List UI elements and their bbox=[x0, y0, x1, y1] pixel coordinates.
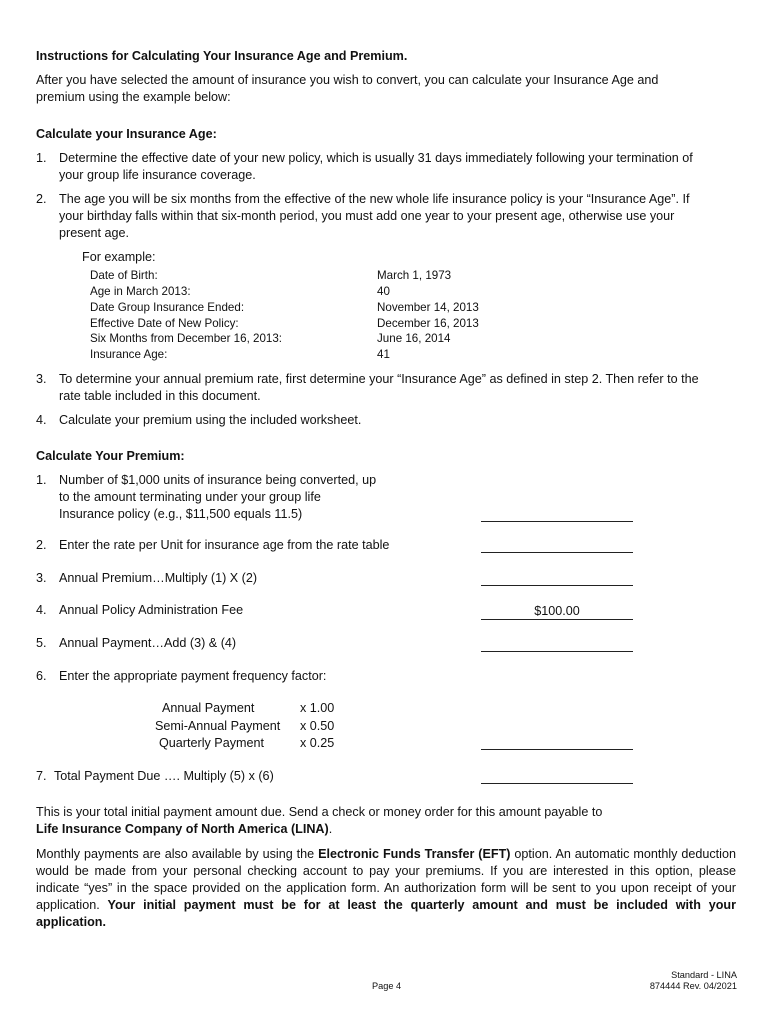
example-label-effective: Effective Date of New Policy: bbox=[90, 317, 239, 330]
age-heading: Calculate your Insurance Age: bbox=[36, 127, 217, 141]
age-step1-line-2: your group life insurance coverage. bbox=[59, 168, 256, 182]
premium-item1-line-3: Insurance policy (e.g., $11,500 equals 11.5) bbox=[59, 507, 303, 521]
age-step4-line-1: Calculate your premium using the included worksheet. bbox=[59, 413, 362, 427]
premium-item3-blank[interactable] bbox=[481, 585, 633, 586]
company-suffix: . bbox=[328, 822, 333, 836]
example-value-group-ended: November 14, 2013 bbox=[377, 301, 479, 314]
premium-item5-blank[interactable] bbox=[481, 651, 633, 652]
age-step1-num: 1. bbox=[36, 151, 47, 165]
instructions-title: Instructions for Calculating Your Insurance Age and Premium. bbox=[36, 49, 408, 63]
premium-item6-num: 6. bbox=[36, 669, 47, 683]
premium-item7-num: 7. bbox=[36, 769, 47, 783]
premium-item1-blank[interactable] bbox=[481, 521, 633, 522]
example-label-group-ended: Date Group Insurance Ended: bbox=[90, 301, 245, 314]
intro-line-2: premium using the example below: bbox=[36, 90, 231, 104]
premium-item2-text: Enter the rate per Unit for insurance age from the rate table bbox=[59, 538, 390, 552]
premium-item1-line-2: to the amount terminating under your group life bbox=[59, 490, 321, 504]
age-step2-line-2: your birthday falls within that six-month period, you must add one year to your present age, otherwise use your bbox=[59, 209, 675, 223]
age-step3-line-2: rate table included in this document. bbox=[59, 389, 261, 403]
premium-item5-num: 5. bbox=[36, 636, 47, 650]
example-value-six-months: June 16, 2014 bbox=[377, 332, 451, 345]
premium-heading: Calculate Your Premium: bbox=[36, 449, 185, 463]
footer-form-number: 874444 Rev. 04/2021 bbox=[649, 981, 737, 991]
example-value-insurance-age: 41 bbox=[377, 348, 390, 361]
age-step2-line-3: present age. bbox=[59, 226, 130, 240]
premium-item2-blank[interactable] bbox=[481, 552, 633, 553]
factor-label-quarterly: Quarterly Payment bbox=[159, 736, 264, 750]
eft-paragraph bbox=[36, 846, 736, 931]
example-label-insurance-age: Insurance Age: bbox=[90, 348, 168, 361]
footer-brand: Standard - LINA bbox=[671, 970, 737, 980]
age-step3-num: 3. bbox=[36, 372, 47, 386]
eft-text-a: Monthly payments are also available by using the bbox=[36, 847, 319, 861]
premium-item6-text: Enter the appropriate payment frequency factor: bbox=[59, 669, 327, 683]
example-value-age: 40 bbox=[377, 285, 390, 298]
factor-value-quarterly: x 0.25 bbox=[300, 736, 335, 750]
age-step1-line-1: Determine the effective date of your new policy, which is usually 31 days immediately following your termination of bbox=[59, 151, 693, 165]
premium-item4-num: 4. bbox=[36, 603, 47, 617]
premium-item1-line-1: Number of $1,000 units of insurance being converted, up bbox=[59, 473, 377, 487]
factor-label-semi-annual: Semi-Annual Payment bbox=[155, 719, 281, 733]
factor-value-semi-annual: x 0.50 bbox=[300, 719, 335, 733]
example-label-age: Age in March 2013: bbox=[90, 285, 191, 298]
premium-item3-num: 3. bbox=[36, 571, 47, 585]
closing-company-line bbox=[36, 821, 332, 838]
premium-item4-text: Annual Policy Administration Fee bbox=[59, 603, 244, 617]
eft-text-b: option. An automatic monthly deduction would be made from your personal checking account to pay your premiums. If you are interested in this option, please indicate “yes” in the space provided on the application form. An authorization form will be sent to you upon receipt of your application. bbox=[36, 847, 736, 912]
premium-item5-text: Annual Payment…Add (3) & (4) bbox=[59, 636, 237, 650]
premium-item7-text: Total Payment Due …. Multiply (5) x (6) bbox=[54, 769, 274, 783]
factor-value-annual: x 1.00 bbox=[300, 701, 335, 715]
premium-item3-text: Annual Premium…Multiply (1) X (2) bbox=[59, 571, 258, 585]
factor-label-annual: Annual Payment bbox=[162, 701, 255, 715]
example-value-dob: March 1, 1973 bbox=[377, 269, 452, 282]
premium-item6-blank[interactable] bbox=[481, 749, 633, 750]
company-name: Life Insurance Company of North America (LINA) bbox=[36, 822, 329, 836]
premium-item2-num: 2. bbox=[36, 538, 47, 552]
example-label: For example: bbox=[82, 250, 156, 264]
premium-item1-num: 1. bbox=[36, 473, 47, 487]
admin-fee-value: $100.00 bbox=[534, 604, 580, 618]
eft-term: Electronic Funds Transfer (EFT) bbox=[318, 847, 511, 861]
example-label-six-months: Six Months from December 16, 2013: bbox=[90, 332, 283, 345]
closing-line-1: This is your total initial payment amount due. Send a check or money order for this amount payable to bbox=[36, 805, 603, 819]
intro-line-1: After you have selected the amount of insurance you wish to convert, you can calculate your Insurance Age and bbox=[36, 73, 659, 87]
page-number: Page 4 bbox=[372, 981, 402, 991]
age-step2-num: 2. bbox=[36, 192, 47, 206]
age-step4-num: 4. bbox=[36, 413, 47, 427]
age-step3-line-1: To determine your annual premium rate, first determine your “Insurance Age” as defined in step 2. Then refer to the bbox=[59, 372, 699, 386]
eft-requirement: Your initial payment must be for at least the quarterly amount and must be included with your application. bbox=[36, 898, 736, 929]
age-step2-line-1: The age you will be six months from the effective of the new whole life insurance policy is your “Insurance Age”. If bbox=[59, 192, 690, 206]
example-value-effective: December 16, 2013 bbox=[377, 317, 479, 330]
premium-item7-blank[interactable] bbox=[481, 783, 633, 784]
example-label-dob: Date of Birth: bbox=[90, 269, 158, 282]
